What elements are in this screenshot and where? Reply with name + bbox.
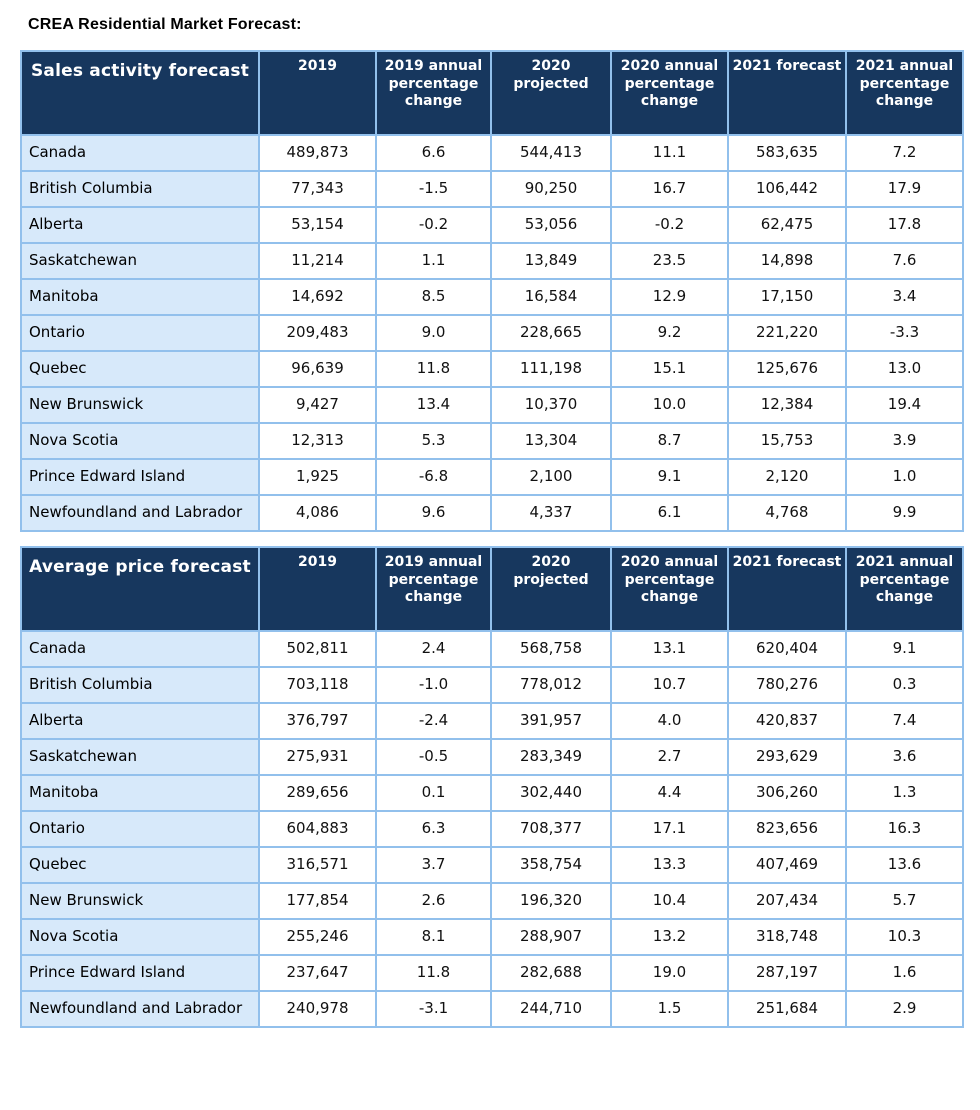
table-row	[21, 919, 963, 955]
value-cell: 16.7	[611, 171, 728, 207]
value-cell: 255,246	[259, 919, 376, 955]
value-cell: 11.8	[376, 955, 491, 991]
value-cell: 0.3	[846, 667, 963, 703]
table-row	[21, 243, 963, 279]
column-header: 2020 annual percentage change	[611, 51, 728, 135]
value-cell: 5.3	[376, 423, 491, 459]
value-cell: 288,907	[491, 919, 611, 955]
row-label: New Brunswick	[21, 883, 259, 919]
value-cell: 3.9	[846, 423, 963, 459]
value-cell: 23.5	[611, 243, 728, 279]
value-cell: 13.4	[376, 387, 491, 423]
row-label: Canada	[21, 631, 259, 667]
value-cell: 10.3	[846, 919, 963, 955]
value-cell: 53,154	[259, 207, 376, 243]
table-row	[21, 423, 963, 459]
value-cell: 10.7	[611, 667, 728, 703]
value-cell: -0.5	[376, 739, 491, 775]
header-row	[21, 51, 963, 135]
column-header: 2020 projected	[491, 547, 611, 631]
value-cell: 125,676	[728, 351, 846, 387]
value-cell: 3.4	[846, 279, 963, 315]
value-cell: 604,883	[259, 811, 376, 847]
value-cell: 12,384	[728, 387, 846, 423]
table-row	[21, 631, 963, 667]
value-cell: 8.5	[376, 279, 491, 315]
value-cell: 1.6	[846, 955, 963, 991]
value-cell: 96,639	[259, 351, 376, 387]
table-title: Average price forecast	[21, 547, 259, 631]
value-cell: 15,753	[728, 423, 846, 459]
value-cell: 318,748	[728, 919, 846, 955]
row-label: Saskatchewan	[21, 243, 259, 279]
value-cell: 358,754	[491, 847, 611, 883]
value-cell: 6.6	[376, 135, 491, 171]
value-cell: -0.2	[376, 207, 491, 243]
column-header: 2019 annual percentage change	[376, 51, 491, 135]
value-cell: 7.4	[846, 703, 963, 739]
row-label: Quebec	[21, 351, 259, 387]
value-cell: 306,260	[728, 775, 846, 811]
table-row	[21, 315, 963, 351]
value-cell: 1.5	[611, 991, 728, 1027]
column-header: 2021 annual percentage change	[846, 51, 963, 135]
value-cell: 407,469	[728, 847, 846, 883]
value-cell: 302,440	[491, 775, 611, 811]
row-label: Ontario	[21, 811, 259, 847]
value-cell: 15.1	[611, 351, 728, 387]
table-row	[21, 883, 963, 919]
table-row	[21, 135, 963, 171]
value-cell: 12.9	[611, 279, 728, 315]
value-cell: 502,811	[259, 631, 376, 667]
table-row	[21, 351, 963, 387]
value-cell: 2.7	[611, 739, 728, 775]
value-cell: 14,692	[259, 279, 376, 315]
value-cell: 823,656	[728, 811, 846, 847]
row-label: Canada	[21, 135, 259, 171]
column-header: 2021 forecast	[728, 51, 846, 135]
value-cell: -6.8	[376, 459, 491, 495]
value-cell: 17.9	[846, 171, 963, 207]
table-row	[21, 495, 963, 531]
value-cell: 1.3	[846, 775, 963, 811]
value-cell: 244,710	[491, 991, 611, 1027]
column-header: 2020 projected	[491, 51, 611, 135]
value-cell: 90,250	[491, 171, 611, 207]
row-label: New Brunswick	[21, 387, 259, 423]
value-cell: 3.6	[846, 739, 963, 775]
value-cell: 489,873	[259, 135, 376, 171]
value-cell: 2.6	[376, 883, 491, 919]
value-cell: -3.3	[846, 315, 963, 351]
value-cell: 53,056	[491, 207, 611, 243]
table-row	[21, 207, 963, 243]
column-header: 2020 annual percentage change	[611, 547, 728, 631]
value-cell: 568,758	[491, 631, 611, 667]
value-cell: 420,837	[728, 703, 846, 739]
value-cell: 111,198	[491, 351, 611, 387]
value-cell: 8.1	[376, 919, 491, 955]
average-price-forecast-table	[20, 546, 964, 1028]
value-cell: 283,349	[491, 739, 611, 775]
value-cell: 16,584	[491, 279, 611, 315]
table-row	[21, 811, 963, 847]
value-cell: 196,320	[491, 883, 611, 919]
table-row	[21, 955, 963, 991]
value-cell: 2,120	[728, 459, 846, 495]
value-cell: -1.5	[376, 171, 491, 207]
value-cell: 13.1	[611, 631, 728, 667]
row-label: British Columbia	[21, 171, 259, 207]
value-cell: 62,475	[728, 207, 846, 243]
value-cell: 12,313	[259, 423, 376, 459]
value-cell: 9,427	[259, 387, 376, 423]
value-cell: 13.3	[611, 847, 728, 883]
value-cell: 240,978	[259, 991, 376, 1027]
value-cell: 293,629	[728, 739, 846, 775]
value-cell: 17.8	[846, 207, 963, 243]
column-header: 2021 forecast	[728, 547, 846, 631]
value-cell: 583,635	[728, 135, 846, 171]
value-cell: 9.9	[846, 495, 963, 531]
value-cell: 620,404	[728, 631, 846, 667]
value-cell: 207,434	[728, 883, 846, 919]
value-cell: 703,118	[259, 667, 376, 703]
value-cell: 9.1	[846, 631, 963, 667]
value-cell: -3.1	[376, 991, 491, 1027]
value-cell: 3.7	[376, 847, 491, 883]
value-cell: 13.6	[846, 847, 963, 883]
value-cell: 9.2	[611, 315, 728, 351]
value-cell: 316,571	[259, 847, 376, 883]
value-cell: 2.4	[376, 631, 491, 667]
page-title: CREA Residential Market Forecast:	[28, 16, 302, 33]
row-label: Newfoundland and Labrador	[21, 991, 259, 1027]
table-row	[21, 667, 963, 703]
value-cell: 14,898	[728, 243, 846, 279]
value-cell: 11.1	[611, 135, 728, 171]
value-cell: 282,688	[491, 955, 611, 991]
value-cell: 177,854	[259, 883, 376, 919]
sales-activity-forecast-table	[20, 50, 964, 532]
row-label: Saskatchewan	[21, 739, 259, 775]
value-cell: 4,768	[728, 495, 846, 531]
row-label: Ontario	[21, 315, 259, 351]
value-cell: 287,197	[728, 955, 846, 991]
row-label: Quebec	[21, 847, 259, 883]
value-cell: 209,483	[259, 315, 376, 351]
value-cell: 544,413	[491, 135, 611, 171]
value-cell: 780,276	[728, 667, 846, 703]
value-cell: 778,012	[491, 667, 611, 703]
value-cell: 221,220	[728, 315, 846, 351]
table-row	[21, 459, 963, 495]
value-cell: 7.2	[846, 135, 963, 171]
value-cell: 19.4	[846, 387, 963, 423]
value-cell: -0.2	[611, 207, 728, 243]
value-cell: 1.0	[846, 459, 963, 495]
value-cell: 5.7	[846, 883, 963, 919]
value-cell: 9.0	[376, 315, 491, 351]
value-cell: -2.4	[376, 703, 491, 739]
value-cell: 16.3	[846, 811, 963, 847]
row-label: Nova Scotia	[21, 919, 259, 955]
header-row	[21, 547, 963, 631]
value-cell: 289,656	[259, 775, 376, 811]
value-cell: 9.1	[611, 459, 728, 495]
value-cell: 77,343	[259, 171, 376, 207]
value-cell: 2,100	[491, 459, 611, 495]
value-cell: 9.6	[376, 495, 491, 531]
value-cell: 10.0	[611, 387, 728, 423]
value-cell: 4,086	[259, 495, 376, 531]
table-row	[21, 775, 963, 811]
value-cell: 708,377	[491, 811, 611, 847]
value-cell: 228,665	[491, 315, 611, 351]
value-cell: 8.7	[611, 423, 728, 459]
table-row	[21, 279, 963, 315]
row-label: Manitoba	[21, 279, 259, 315]
value-cell: 6.1	[611, 495, 728, 531]
value-cell: 17,150	[728, 279, 846, 315]
value-cell: 391,957	[491, 703, 611, 739]
row-label: Manitoba	[21, 775, 259, 811]
row-label: British Columbia	[21, 667, 259, 703]
value-cell: 13.0	[846, 351, 963, 387]
row-label: Prince Edward Island	[21, 955, 259, 991]
column-header: 2019	[259, 547, 376, 631]
value-cell: 11.8	[376, 351, 491, 387]
value-cell: 376,797	[259, 703, 376, 739]
row-label: Alberta	[21, 703, 259, 739]
table-row	[21, 739, 963, 775]
row-label: Prince Edward Island	[21, 459, 259, 495]
value-cell: 10.4	[611, 883, 728, 919]
value-cell: 13,304	[491, 423, 611, 459]
value-cell: 251,684	[728, 991, 846, 1027]
table-title: Sales activity forecast	[21, 51, 259, 135]
value-cell: 4.4	[611, 775, 728, 811]
table-row	[21, 387, 963, 423]
row-label: Nova Scotia	[21, 423, 259, 459]
value-cell: 237,647	[259, 955, 376, 991]
value-cell: 1,925	[259, 459, 376, 495]
value-cell: 4.0	[611, 703, 728, 739]
column-header: 2019	[259, 51, 376, 135]
value-cell: 17.1	[611, 811, 728, 847]
value-cell: 275,931	[259, 739, 376, 775]
row-label: Alberta	[21, 207, 259, 243]
table-row	[21, 703, 963, 739]
value-cell: 7.6	[846, 243, 963, 279]
value-cell: -1.0	[376, 667, 491, 703]
column-header: 2021 annual percentage change	[846, 547, 963, 631]
value-cell: 10,370	[491, 387, 611, 423]
column-header: 2019 annual percentage change	[376, 547, 491, 631]
value-cell: 1.1	[376, 243, 491, 279]
value-cell: 2.9	[846, 991, 963, 1027]
value-cell: 4,337	[491, 495, 611, 531]
value-cell: 6.3	[376, 811, 491, 847]
table-row	[21, 991, 963, 1027]
value-cell: 11,214	[259, 243, 376, 279]
value-cell: 13,849	[491, 243, 611, 279]
value-cell: 19.0	[611, 955, 728, 991]
row-label: Newfoundland and Labrador	[21, 495, 259, 531]
table-row	[21, 171, 963, 207]
value-cell: 0.1	[376, 775, 491, 811]
table-row	[21, 847, 963, 883]
value-cell: 106,442	[728, 171, 846, 207]
value-cell: 13.2	[611, 919, 728, 955]
